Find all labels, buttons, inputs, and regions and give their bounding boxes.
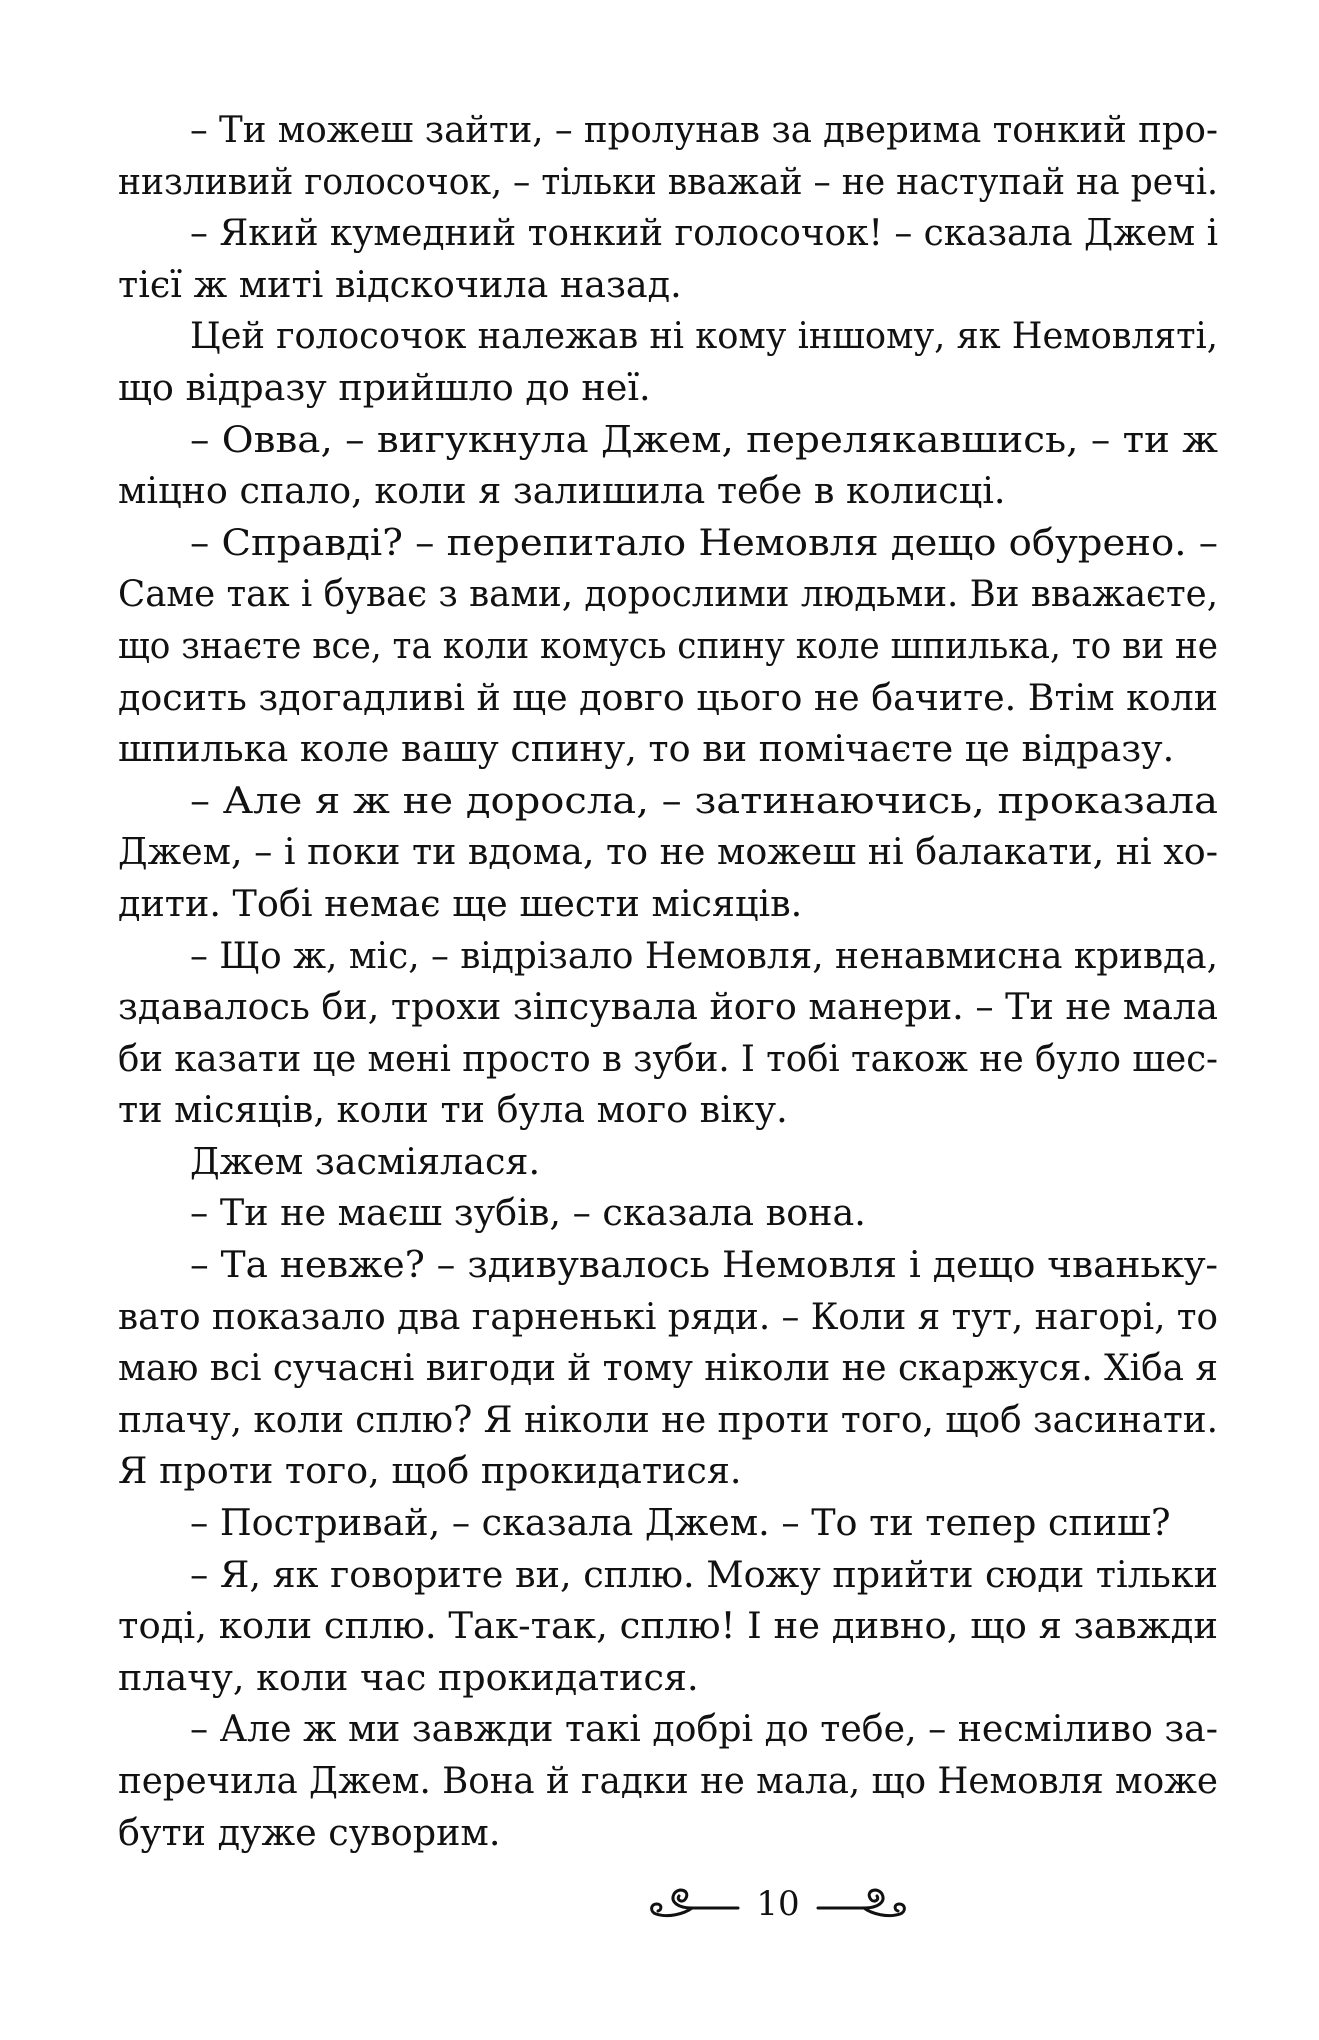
text-line-content: Джем, – і поки ти вдома, то не можеш ні балакати, ні хо-	[118, 830, 1219, 874]
book-page	[118, 104, 1218, 1924]
text-line	[118, 465, 1218, 517]
text-line-content: би казати це мені просто в зуби. І тобі також не було шес-	[118, 1036, 1219, 1080]
text-line	[118, 517, 1218, 569]
text-line	[118, 723, 1218, 775]
text-line-content: – Що ж, міс, – відрізало Немовля, ненавмисна кривда,	[190, 933, 1218, 977]
text-line-content: – Я, як говорите ви, сплю. Можу прийти сюди тільки	[190, 1552, 1219, 1596]
body-text	[118, 104, 1218, 1858]
text-line-content: – Ти не маєш зубів, – сказала вона.	[190, 1191, 866, 1235]
text-line	[118, 1600, 1218, 1652]
text-line	[118, 826, 1218, 878]
text-line	[118, 981, 1218, 1033]
text-line-content: Саме так і буває з вами, дорослими людьми. Ви вважаєте,	[118, 572, 1219, 616]
text-line-content: Я проти того, щоб прокидатися.	[118, 1449, 742, 1493]
text-line	[118, 310, 1218, 362]
text-line	[118, 362, 1218, 414]
text-line-content: шпилька коле вашу спину, то ви помічаєте це відразу.	[118, 727, 1175, 771]
text-line	[118, 672, 1218, 724]
text-line	[118, 1703, 1218, 1755]
text-line-content: що знаєте все, та коли комусь спину коле шпилька, то ви не	[118, 623, 1218, 667]
text-line	[118, 1136, 1218, 1188]
text-line	[118, 1394, 1218, 1446]
text-line	[118, 1342, 1218, 1394]
text-line-content: маю всі сучасні вигоди й тому ніколи не скаржуся. Хіба я	[118, 1346, 1218, 1390]
text-line	[118, 620, 1218, 672]
text-line	[118, 1239, 1218, 1291]
text-line-content: плачу, коли час прокидатися.	[118, 1655, 699, 1699]
text-line-content: тієї ж миті відскочила назад.	[118, 262, 682, 306]
text-line	[118, 104, 1218, 156]
text-line	[118, 414, 1218, 466]
text-line	[118, 568, 1218, 620]
text-line-content: – Ти можеш зайти, – пролунав за дверима тонкий про-	[190, 108, 1218, 151]
text-line	[118, 930, 1218, 982]
text-line-content: Цей голосочок належав ні кому іншому, як Немовляті,	[190, 314, 1218, 358]
text-line	[118, 1755, 1218, 1807]
text-line-content: що відразу прийшло до неї.	[118, 365, 651, 409]
text-line-content: – Який кумедний тонкий голосочок! – сказала Джем і	[190, 211, 1219, 255]
text-line	[118, 1445, 1218, 1497]
text-line	[118, 878, 1218, 930]
text-line-content: тоді, коли сплю. Так-так, сплю! І не дивно, що я завжди	[118, 1604, 1218, 1648]
text-line	[118, 775, 1218, 827]
text-line	[118, 259, 1218, 311]
text-line-content: плачу, коли сплю? Я ніколи не проти того, щоб засинати.	[118, 1397, 1219, 1441]
text-line-content: – Але ж ми завжди такі добрі до тебе, – несміливо за-	[190, 1707, 1219, 1751]
text-line	[118, 1549, 1218, 1601]
text-line-content: – Постривай, – сказала Джем. – То ти тепер спиш?	[190, 1501, 1171, 1545]
text-line	[118, 1033, 1218, 1085]
text-line-content: Джем засміялася.	[190, 1139, 541, 1183]
text-line	[118, 207, 1218, 259]
text-line-content: – Справді? – перепитало Немовля дещо обурено. –	[190, 520, 1219, 564]
page-number: 10	[756, 1884, 800, 1924]
text-line-content: – Та невже? – здивувалось Немовля і дещо чванькy-	[190, 1243, 1219, 1287]
page-number-ornament	[648, 1874, 908, 1934]
text-line	[118, 1497, 1218, 1549]
text-line	[118, 1291, 1218, 1343]
text-line	[118, 1084, 1218, 1136]
text-line-content: – Але я ж не доросла, – затинаючись, проказала	[190, 778, 1219, 822]
text-line-content: дити. Тобі немає ще шести місяців.	[118, 881, 803, 925]
text-line	[118, 1187, 1218, 1239]
text-line-content: вато показало два гарненькі ряди. – Коли я тут, нагорі, то	[118, 1294, 1219, 1338]
text-line-content: ти місяців, коли ти була мого віку.	[118, 1088, 788, 1132]
text-line-content: – Овва, – вигукнула Джем, перелякавшись, – ти ж	[190, 417, 1218, 461]
text-line	[118, 1652, 1218, 1704]
text-line-content: здавалось би, трохи зіпсувала його манери. – Ти не мала	[118, 985, 1218, 1029]
text-line-content: міцно спало, коли я залишила тебе в колисці.	[118, 469, 1006, 513]
text-line	[118, 1807, 1218, 1859]
text-line-content: бути дуже суворим.	[118, 1810, 501, 1854]
text-line	[118, 156, 1218, 208]
text-line-content: низливий голосочок, – тільки вважай – не наступай на речі.	[118, 159, 1218, 203]
text-line-content: перечила Джем. Вона й гадки не мала, що Немовля може	[118, 1759, 1218, 1802]
text-line-content: досить здогадливі й ще довго цього не бачите. Втім коли	[118, 675, 1219, 719]
